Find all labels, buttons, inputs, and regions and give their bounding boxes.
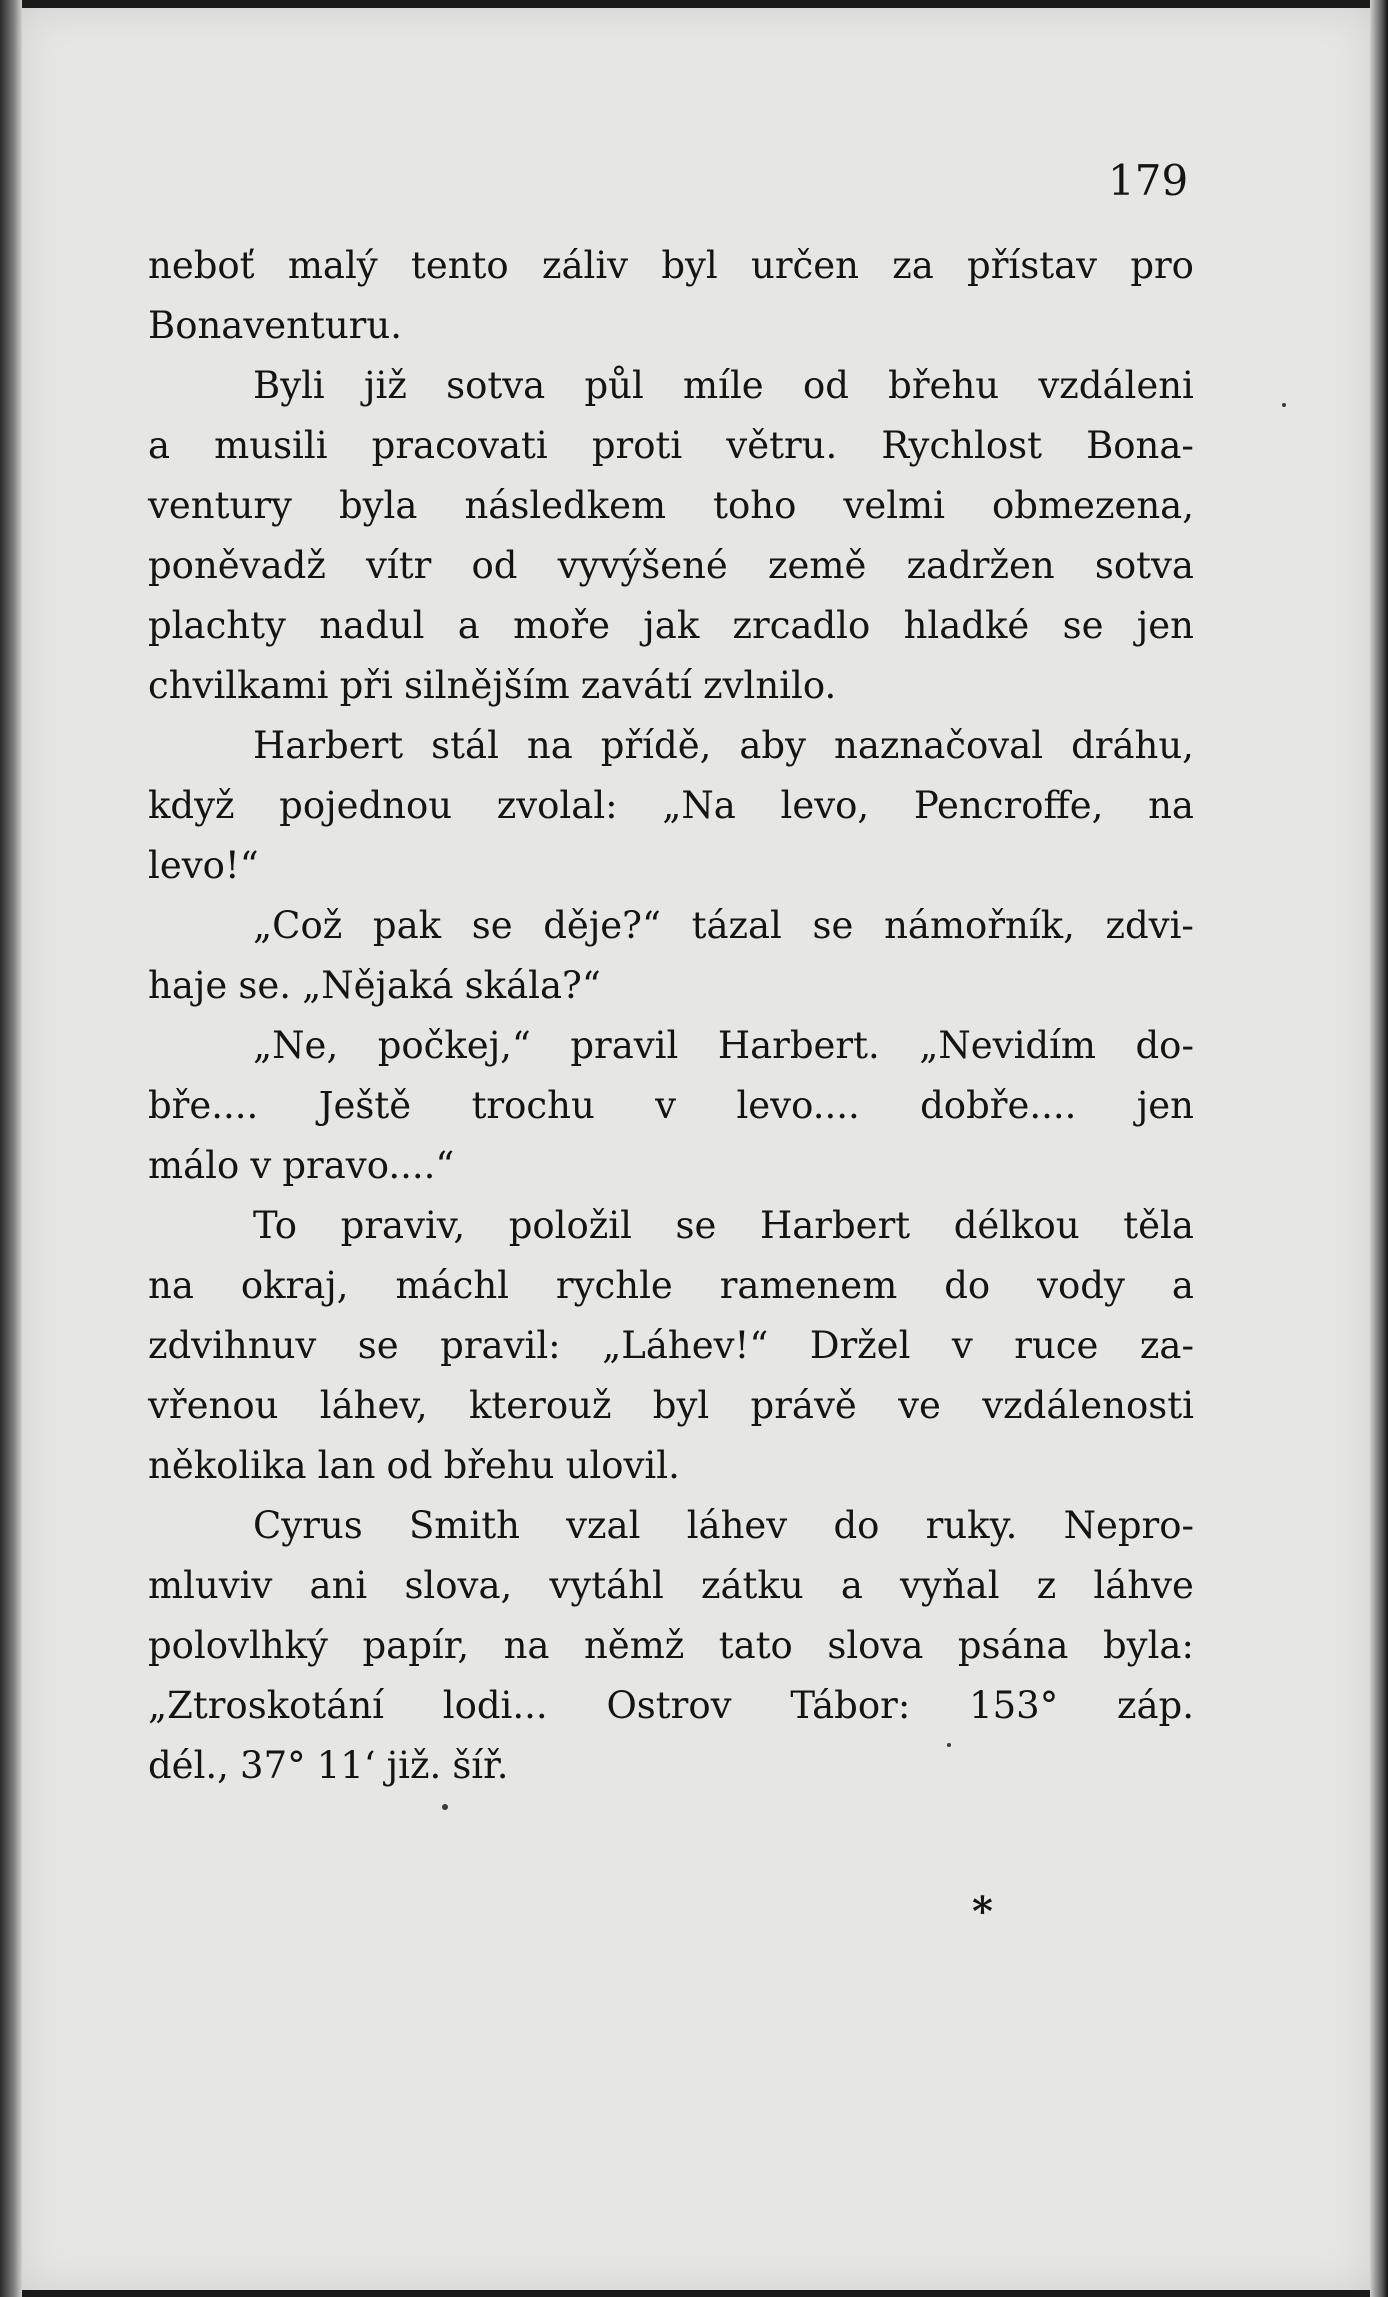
word: se: [675, 1204, 717, 1247]
word: při: [339, 664, 393, 707]
book-page: [22, 8, 1370, 2290]
word: od: [386, 1444, 433, 1487]
word: Byli: [253, 364, 325, 407]
word: ani: [309, 1564, 368, 1607]
word: 153°: [969, 1684, 1059, 1727]
word: slova: [827, 1624, 924, 1667]
word: ventury: [148, 484, 292, 527]
word: nadul: [319, 604, 425, 647]
word: láhev: [686, 1504, 788, 1547]
word: již: [364, 364, 407, 407]
word: se: [357, 1324, 399, 1367]
word: Pencroffe,: [913, 784, 1104, 827]
word: za-: [1139, 1324, 1194, 1367]
word: Smith: [408, 1504, 520, 1547]
word: „Na: [662, 784, 736, 827]
word: Bonaventuru.: [148, 304, 402, 347]
word: malý: [287, 244, 378, 287]
word: zvlnilo.: [703, 664, 837, 707]
word: když: [148, 784, 235, 827]
text-line: [148, 1436, 1194, 1496]
word: jen: [1136, 1084, 1194, 1127]
word: pravo....“: [282, 1144, 455, 1187]
word: do-: [1135, 1024, 1194, 1067]
word: láhev,: [319, 1384, 428, 1427]
word: proti: [591, 424, 683, 467]
word: pracovati: [371, 424, 548, 467]
word: láhve: [1093, 1564, 1194, 1607]
word: sotva: [1094, 544, 1194, 587]
word: délkou: [953, 1204, 1080, 1247]
text-line: [148, 476, 1194, 536]
word: břehu: [443, 1444, 555, 1487]
word: dráhu,: [1071, 724, 1194, 767]
word: několika: [148, 1444, 307, 1487]
text-line: [148, 1316, 1194, 1376]
word: námořník,: [884, 904, 1075, 947]
scan-right-edge: [1370, 0, 1388, 2297]
word: na: [148, 1264, 194, 1307]
section-asterisk: *: [972, 1888, 993, 1935]
ink-speck: [947, 1743, 951, 1747]
text-line: [148, 716, 1194, 776]
word: se: [471, 904, 513, 947]
word: zavátí: [580, 664, 693, 707]
word: Ostrov: [606, 1684, 732, 1727]
word: byl: [661, 244, 718, 287]
word: Ještě: [318, 1084, 412, 1127]
word: v: [951, 1324, 973, 1367]
word: To: [253, 1204, 298, 1247]
word: vody: [1037, 1264, 1125, 1307]
word: z: [1036, 1564, 1057, 1607]
word: ve: [898, 1384, 941, 1427]
word: jak: [643, 604, 700, 647]
word: Harbert: [253, 724, 404, 767]
word: určen: [751, 244, 859, 287]
word: němž: [583, 1624, 685, 1667]
word: ulovil.: [565, 1444, 680, 1487]
word: 37°: [240, 1744, 306, 1787]
text-line: [148, 1496, 1194, 1556]
word: pravil:: [440, 1324, 561, 1367]
text-line: [148, 1676, 1194, 1736]
text-line: [148, 776, 1194, 836]
word: počkej,“: [377, 1024, 531, 1067]
word: Harbert: [759, 1204, 911, 1247]
word: na: [526, 724, 573, 767]
text-line: [148, 1076, 1194, 1136]
word: větru.: [726, 424, 838, 467]
text-line: [148, 356, 1194, 416]
word: Držel: [809, 1324, 911, 1367]
word: „Ztroskotání: [148, 1684, 384, 1727]
word: „Ne,: [253, 1024, 339, 1067]
word: přídě,: [600, 724, 712, 767]
text-line: [148, 416, 1194, 476]
word: na: [1148, 784, 1194, 827]
word: ramenem: [719, 1264, 898, 1307]
word: právě: [750, 1384, 857, 1427]
word: moře: [513, 604, 611, 647]
word: máchl: [395, 1264, 509, 1307]
word: neboť: [148, 244, 255, 287]
word: „Nevidím: [919, 1024, 1097, 1067]
word: pravil: [570, 1024, 679, 1067]
word: do: [833, 1504, 880, 1547]
word: se.: [238, 964, 292, 1007]
word: aby: [739, 724, 807, 767]
word: přístav: [967, 244, 1098, 287]
word: v: [655, 1084, 677, 1127]
word: na: [503, 1624, 550, 1667]
word: lodi...: [442, 1684, 548, 1727]
word: polovlhký: [148, 1624, 328, 1667]
word: chvilkami: [148, 664, 329, 707]
text-line: [148, 1736, 1194, 1796]
word: „Což: [253, 904, 343, 947]
word: slova,: [404, 1564, 513, 1607]
word: levo!“: [148, 844, 259, 887]
text-line: [148, 236, 1194, 296]
word: levo....: [736, 1084, 860, 1127]
page-number: 179: [1108, 156, 1189, 205]
text-line: [148, 1136, 1194, 1196]
word: levo,: [780, 784, 870, 827]
word: zdvi-: [1105, 904, 1194, 947]
word: byla: [338, 484, 418, 527]
word: silnějším: [403, 664, 570, 707]
word: záp.: [1116, 1684, 1194, 1727]
word: do: [944, 1264, 991, 1307]
word: pak: [372, 904, 442, 947]
text-line: [148, 1616, 1194, 1676]
word: od: [471, 544, 518, 587]
word: zvolal:: [496, 784, 618, 827]
word: poněvadž: [148, 544, 326, 587]
word: země: [768, 544, 867, 587]
word: vzal: [566, 1504, 641, 1547]
word: mluviv: [148, 1564, 273, 1607]
word: šíř.: [452, 1744, 509, 1787]
word: toho: [713, 484, 797, 527]
body-text: [148, 236, 1194, 1796]
word: a: [1171, 1264, 1194, 1307]
word: zátku: [700, 1564, 804, 1607]
word: bře....: [148, 1084, 259, 1127]
word: břehu: [888, 364, 1000, 407]
word: vyňal: [900, 1564, 1000, 1607]
word: hladké: [903, 604, 1030, 647]
word: již.: [386, 1744, 442, 1787]
word: naznačoval: [834, 724, 1044, 767]
word: vytáhl: [549, 1564, 664, 1607]
word: půl: [584, 364, 644, 407]
text-line: [148, 296, 1194, 356]
word: pro: [1130, 244, 1194, 287]
ink-speck: [1282, 403, 1286, 407]
word: se: [812, 904, 854, 947]
word: ruce: [1014, 1324, 1099, 1367]
word: papír,: [362, 1624, 470, 1667]
word: haje: [148, 964, 228, 1007]
word: děje?“: [543, 904, 661, 947]
word: za: [892, 244, 934, 287]
text-line: [148, 1556, 1194, 1616]
word: 11‘: [316, 1744, 376, 1787]
word: vyvýšené: [557, 544, 728, 587]
text-line: [148, 1016, 1194, 1076]
word: a: [148, 424, 171, 467]
word: dél.,: [148, 1744, 229, 1787]
word: kterouž: [468, 1384, 612, 1427]
word: zdvihnuv: [148, 1324, 317, 1367]
text-line: [148, 836, 1194, 896]
word: a: [457, 604, 480, 647]
word: psána: [957, 1624, 1069, 1667]
text-line: [148, 536, 1194, 596]
word: pojednou: [279, 784, 453, 827]
text-line: [148, 956, 1194, 1016]
text-line: [148, 1256, 1194, 1316]
word: záliv: [541, 244, 629, 287]
word: vzdálenosti: [982, 1384, 1194, 1427]
word: okraj,: [240, 1264, 349, 1307]
word: tento: [410, 244, 509, 287]
word: následkem: [464, 484, 667, 527]
word: míle: [683, 364, 764, 407]
word: vřenou: [148, 1384, 279, 1427]
word: se: [1062, 604, 1104, 647]
word: plachty: [148, 604, 286, 647]
word: Nepro-: [1063, 1504, 1194, 1547]
word: vzdáleni: [1038, 364, 1194, 407]
word: v: [250, 1144, 272, 1187]
word: musili: [214, 424, 328, 467]
word: těla: [1123, 1204, 1194, 1247]
word: byla:: [1102, 1624, 1194, 1667]
word: tázal: [691, 904, 782, 947]
word: byl: [652, 1384, 710, 1427]
word: jen: [1136, 604, 1194, 647]
word: skála?“: [464, 964, 601, 1007]
word: sotva: [446, 364, 546, 407]
ink-speck: [442, 1804, 448, 1810]
word: stál: [431, 724, 499, 767]
scan-left-edge: [0, 0, 22, 2297]
word: vítr: [366, 544, 432, 587]
word: málo: [148, 1144, 240, 1187]
text-line: [148, 896, 1194, 956]
word: a: [840, 1564, 863, 1607]
word: trochu: [471, 1084, 595, 1127]
text-line: [148, 1196, 1194, 1256]
word: obmezena,: [992, 484, 1194, 527]
word: tato: [718, 1624, 793, 1667]
word: od: [802, 364, 849, 407]
word: Bona-: [1086, 424, 1194, 467]
word: Rychlost: [881, 424, 1042, 467]
word: „Láhev!“: [602, 1324, 769, 1367]
word: Tábor:: [790, 1684, 911, 1727]
text-line: [148, 596, 1194, 656]
word: zadržen: [906, 544, 1055, 587]
word: položil: [508, 1204, 632, 1247]
word: Harbert.: [717, 1024, 880, 1067]
text-line: [148, 656, 1194, 716]
word: ruky.: [925, 1504, 1018, 1547]
word: velmi: [843, 484, 945, 527]
word: zrcadlo: [732, 604, 871, 647]
word: „Nějaká: [302, 964, 454, 1007]
text-line: [148, 1376, 1194, 1436]
word: praviv,: [340, 1204, 466, 1247]
word: dobře....: [920, 1084, 1077, 1127]
word: lan: [317, 1444, 376, 1487]
word: rychle: [555, 1264, 673, 1307]
word: Cyrus: [253, 1504, 363, 1547]
